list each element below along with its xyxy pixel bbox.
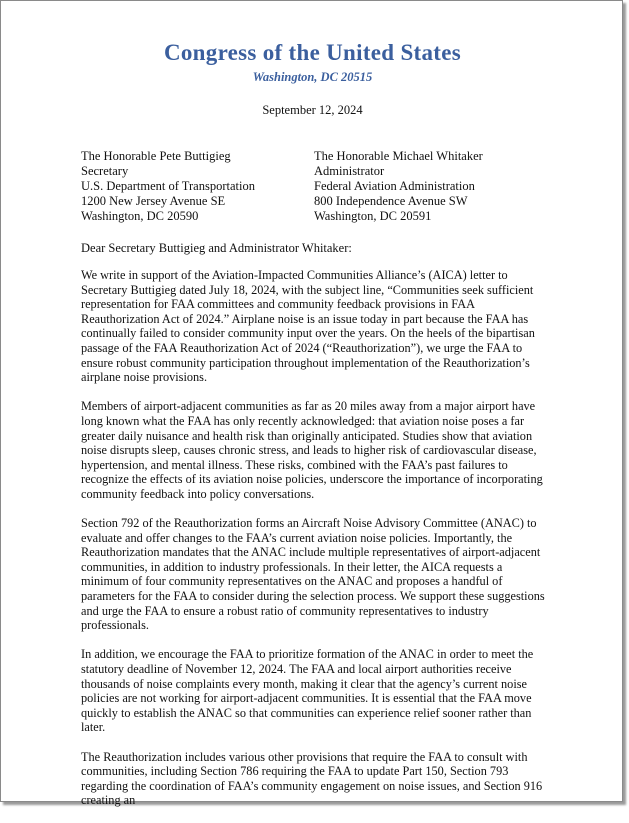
- recipient-agency: Federal Aviation Administration: [314, 179, 475, 193]
- recipient-block-right: [314, 149, 483, 224]
- recipient-agency: U.S. Department of Transportation: [81, 179, 255, 193]
- recipient-street: 800 Independence Avenue SW: [314, 194, 468, 208]
- recipient-title: Administrator: [314, 164, 385, 178]
- body-paragraph: We write in support of the Aviation-Impacted Communities Alliance’s (AICA) letter to Secretary Buttigieg dated July 18, 2024, with the subject line, “Communities seek sufficient representation for FAA committees and community feedback provisions in FAA Reauthorization Act of 2024.” Airplane noise is an issue today in part because the FAA has continually failed to consider community input over the years. On the heels of the bipartisan passage of the FAA Reauthorization Act of 2024 (“Reauthorization”), we urge the FAA to ensure robust community participation throughout implementation of the Reauthorization’s airplane noise provisions.: [81, 268, 535, 385]
- letterhead-title: Congress of the United States: [163, 40, 462, 65]
- letterhead-subtitle: Washington, DC 20515: [252, 70, 373, 84]
- body-paragraph: In addition, we encourage the FAA to prioritize formation of the ANAC in order to meet the statutory deadline of November 12, 2024. The FAA and local airport authorities receive thousands of noise complaints every month, making it clear that the agency’s current noise policies are not working for airport-adjacent communities. It is essential that the FAA move quickly to establish the ANAC so that communities can experience relief sooner rather than later.: [81, 647, 534, 735]
- letter-date: September 12, 2024: [262, 103, 363, 117]
- recipient-city: Washington, DC 20591: [314, 209, 432, 223]
- letter-body: [81, 268, 551, 823]
- body-paragraph: Section 792 of the Reauthorization forms an Aircraft Noise Advisory Committee (ANAC) to evaluate and offer changes to the FAA’s current aviation noise policies. Importantly, the Reauthorization mandates that the ANAC include multiple representatives of airport-adjacent communities, in addition to industry professionals. In their letter, the AICA requests a minimum of four community representatives on the ANAC and proposes a handful of parameters for the FAA to consider during the selection process. We support these suggestions and urge the FAA to ensure a robust ratio of community representatives to industry professionals.: [81, 516, 545, 633]
- recipient-street: 1200 New Jersey Avenue SE: [81, 194, 226, 208]
- body-paragraph: Members of airport-adjacent communities as far as 20 miles away from a major airport have long known what the FAA has only recently acknowledged: that aviation noise poses a far greater daily nuisance and health risk than originally anticipated. Studies show that aviation noise disrupts sleep, causes chronic stress, and leads to higher risk of cardiovascular disease, hypertension, and mental illness. These risks, combined with the FAA’s past failures to recognize the effects of its aviation noise policies, underscore the importance of incorporating community feedback into policy conversations.: [81, 399, 543, 501]
- body-paragraph: The Reauthorization includes various other provisions that require the FAA to consult with communities, including Section 786 requiring the FAA to update Part 150, Section 793 regarding the coordination of FAA’s community engagement on noise issues, and Section 916 creating an: [81, 749, 543, 808]
- recipient-name: The Honorable Michael Whitaker: [314, 149, 483, 163]
- salutation: Dear Secretary Buttigieg and Administrator Whitaker:: [81, 241, 352, 255]
- recipient-block-left: [81, 149, 255, 224]
- recipient-name: The Honorable Pete Buttigieg: [81, 149, 231, 163]
- recipient-title: Secretary: [81, 164, 129, 178]
- letterhead: [1, 39, 624, 85]
- recipient-city: Washington, DC 20590: [81, 209, 199, 223]
